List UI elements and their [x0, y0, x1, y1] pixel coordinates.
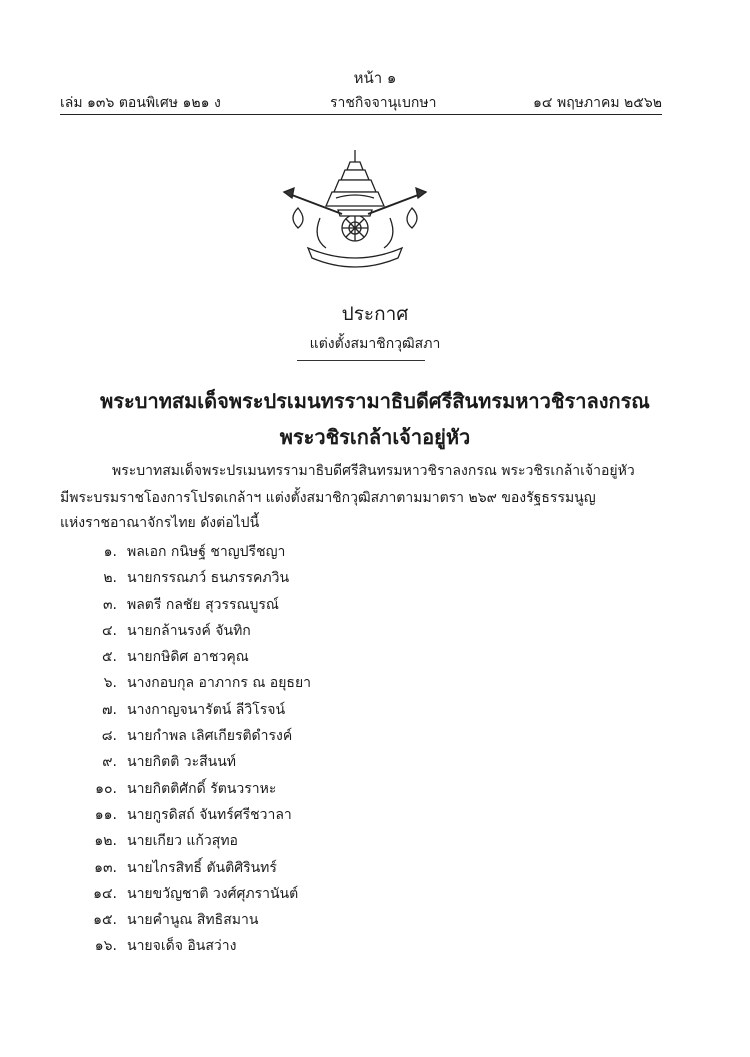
- member-item: [85, 670, 585, 696]
- member-number: ๑๓.: [94, 859, 117, 876]
- member-item: [85, 723, 585, 749]
- member-item: [85, 618, 585, 644]
- member-name: นายคำนูณ สิทธิสมาน: [127, 912, 259, 929]
- member-number: ๓.: [102, 596, 117, 613]
- body-line-3: แห่งราชอาณาจักรไทย ดังต่อไปนี้: [60, 515, 260, 531]
- member-item: [85, 907, 585, 933]
- royal-emblem-icon: [280, 148, 430, 268]
- member-name: นางกอบกุล อาภากร ณ อยุธยา: [127, 675, 312, 692]
- member-name: นายไกรสิทธิ์ ตันติศิรินทร์: [127, 859, 277, 876]
- member-name: นางกาญจนารัตน์ ลีวิโรจน์: [127, 701, 286, 718]
- member-item: [85, 802, 585, 828]
- page-number: หน้า ๑: [353, 69, 397, 87]
- member-item: [85, 749, 585, 775]
- volume-info: เล่ม ๑๓๖ ตอนพิเศษ ๑๒๑ ง: [60, 95, 221, 111]
- member-number: ๘.: [101, 728, 117, 745]
- royal-emblem: [280, 148, 430, 268]
- member-item: [85, 828, 585, 854]
- member-number: ๒.: [103, 570, 117, 587]
- member-name: นายกูรดิสถ์ จันทร์ศรีชวาลา: [127, 806, 292, 823]
- gazette-name: ราชกิจจานุเบกษา: [330, 95, 437, 111]
- royal-name-line-2: พระวชิรเกล้าเจ้าอยู่หัว: [279, 425, 471, 449]
- member-item: [85, 644, 585, 670]
- member-number: ๑๒.: [94, 833, 117, 850]
- member-name: นายกรรณภว์ ธนภรรคภวิน: [127, 570, 290, 587]
- member-item: [85, 881, 585, 907]
- publication-date: ๑๔ พฤษภาคม ๒๕๖๒: [533, 95, 662, 111]
- member-name: นายจเด็จ อินสว่าง: [127, 938, 237, 955]
- member-item: [85, 592, 585, 618]
- member-item: [85, 855, 585, 881]
- member-number: ๑๔.: [93, 885, 117, 902]
- member-name: นายเกียว แก้วสุทอ: [127, 833, 238, 850]
- member-name: นายกิตติ วะสีนนท์: [127, 754, 237, 771]
- member-item: [85, 539, 585, 565]
- member-item: [85, 565, 585, 591]
- member-number: ๗.: [102, 701, 117, 718]
- member-name: พลตรี กลชัย สุวรรณบูรณ์: [127, 596, 279, 613]
- announcement-subtitle: แต่งตั้งสมาชิกวุฒิสภา: [309, 336, 441, 352]
- member-number: ๙.: [102, 754, 117, 771]
- member-number: ๕.: [101, 649, 117, 666]
- member-item: [85, 933, 585, 959]
- member-number: ๑๐.: [95, 780, 117, 797]
- member-item: [85, 776, 585, 802]
- announcement-title: ประกาศ: [341, 303, 409, 325]
- header-rule: [60, 114, 662, 115]
- member-name: นายกษิดิศ อาชวคุณ: [127, 649, 249, 666]
- member-name: นายกิตติศักดิ์ รัตนวราหะ: [127, 780, 277, 797]
- member-number: ๑๕.: [93, 912, 117, 929]
- member-number: ๑๖.: [94, 938, 117, 955]
- member-number: ๔.: [101, 622, 117, 639]
- member-list: [85, 539, 585, 960]
- member-number: ๑๑.: [94, 806, 117, 823]
- body-line-1: พระบาทสมเด็จพระปรเมนทรรามาธิบดีศรีสินทรมหาวชิราลงกรณ พระวชิรเกล้าเจ้าอยู่หัว: [112, 463, 635, 479]
- member-name: นายกำพล เลิศเกียรติดำรงค์: [127, 728, 293, 745]
- member-number: ๑.: [103, 544, 117, 560]
- royal-name-line-1: พระบาทสมเด็จพระปรเมนทรรามาธิบดีศรีสินทรมหาวชิราลงกรณ: [100, 389, 650, 413]
- member-item: [85, 697, 585, 723]
- member-name: พลเอก กนิษฐ์ ชาญปรีชญา: [127, 544, 286, 560]
- gazette-header: [60, 92, 662, 116]
- member-name: นายกล้านรงค์ จันทิก: [127, 622, 251, 639]
- member-name: นายขวัญชาติ วงศ์ศุภรานันต์: [127, 885, 299, 902]
- member-number: ๖.: [103, 675, 117, 692]
- body-line-2: มีพระบรมราชโองการโปรดเกล้าฯ แต่งตั้งสมาชิกวุฒิสภาตามมาตรา ๒๖๙ ของรัฐธรรมนูญ: [60, 490, 596, 506]
- title-rule: [297, 360, 425, 361]
